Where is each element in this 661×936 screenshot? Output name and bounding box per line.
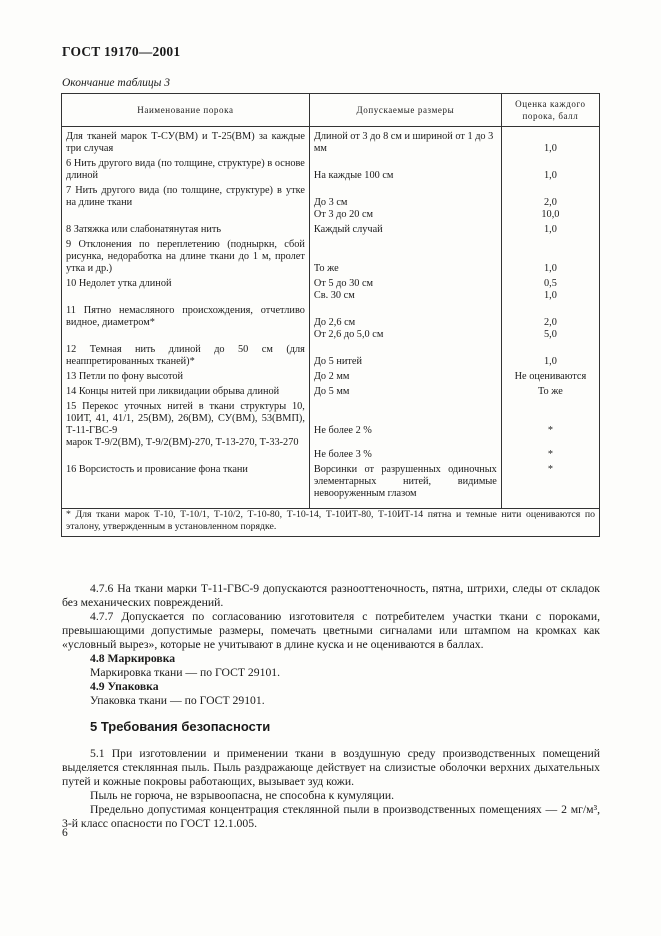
- allowed-size: [309, 371, 501, 386]
- defect-name-line: 13 Петли по фону высотой: [66, 371, 184, 382]
- column-header-defect: Наименование порока: [62, 94, 310, 127]
- table-row: [62, 158, 600, 185]
- heading-4-8: 4.8 Маркировка: [90, 652, 176, 665]
- table-footnote: * Для ткани марок Т-10, Т-10/1, Т-10/2, Т-10-80, Т-10-14, Т-10ИТ-80, Т-10ИТ-14 пятна и темные нити оцениваются по эталону, утвержденным в установленном порядке.: [62, 509, 600, 537]
- paragraph-dust-concentration: Предельно допустимая концентрация стеклянной пыли в производственных помещениях — 2 мг/м³, 3-й класс опасности по ГОСТ 12.1.005.: [62, 803, 600, 830]
- defect-name: [62, 386, 310, 401]
- defect-name: [62, 185, 310, 224]
- page-number: 6: [62, 827, 68, 839]
- allowed-size: [309, 158, 501, 185]
- defect-name: [62, 224, 310, 239]
- defect-score: [501, 158, 599, 185]
- table-row: [62, 344, 600, 371]
- table-row: [62, 127, 600, 159]
- heading-4-9: 4.9 Упаковка: [90, 680, 159, 693]
- defect-name-line: 9 Отклонения по переплетению (подныркн, сбой рисунка, недоработка на длине ткани до 1 м, пролет утка и др.): [66, 239, 305, 274]
- allowed-size: [309, 344, 501, 371]
- allowed-size-line: До 2,6 см: [313, 317, 356, 328]
- allowed-size-line: Не более 3 %: [313, 449, 372, 460]
- allowed-size-line: До 5 мм: [313, 386, 350, 397]
- document-header: ГОСТ 19170—2001: [62, 44, 181, 59]
- allowed-size: [309, 239, 501, 278]
- allowed-size: [309, 185, 501, 224]
- defect-name-line: 16 Ворсистость и провисание фона ткани: [66, 464, 248, 475]
- score-value: 2,0: [543, 317, 557, 328]
- allowed-size-line: То же: [313, 263, 339, 274]
- allowed-size-line: На каждые 100 см: [313, 170, 394, 181]
- section-title: 5 Требования безопасности: [90, 719, 271, 734]
- allowed-size: [309, 305, 501, 344]
- allowed-size: [309, 401, 501, 464]
- defect-name: [62, 278, 310, 305]
- defect-name-line: марок Т-9/2(ВМ), Т-9/2(ВМ)-270, Т-13-270, Т-33-270: [66, 437, 299, 448]
- defect-score: [501, 239, 599, 278]
- score-value: 0,5: [543, 278, 557, 289]
- defect-score: [501, 127, 599, 159]
- table-row: [62, 305, 600, 344]
- allowed-size: [309, 464, 501, 509]
- defect-score: [501, 464, 599, 509]
- allowed-size-line: От 5 до 30 см: [313, 278, 374, 289]
- score-value: То же: [538, 386, 563, 397]
- allowed-size: [309, 224, 501, 239]
- defects-table: [61, 93, 600, 537]
- paragraph-5-1: 5.1 При изготовлении и применении ткани в воздушную среду производственных помещений выделяется стеклянная пыль. Пыль раздражающе действует на слизистые оболочки верхних дыхательных путей и кожные покровы работающих, вызывает зуд кожи.: [62, 747, 600, 788]
- defect-name-line: Для тканей марок Т-СУ(ВМ) и Т-25(ВМ) за каждые три случая: [66, 131, 305, 154]
- body-text: [62, 582, 600, 831]
- table-row: [62, 464, 600, 509]
- allowed-size-line: Каждый случай: [313, 224, 383, 235]
- paragraph-dust-properties: Пыль не горюча, не взрывоопасна, не способна к кумуляции.: [90, 789, 395, 802]
- allowed-size-line: До 2 мм: [313, 371, 350, 382]
- score-value: 2,0: [543, 197, 557, 208]
- defect-name: [62, 401, 310, 464]
- table-row: [62, 386, 600, 401]
- defect-score: [501, 278, 599, 305]
- score-value: *: [547, 464, 553, 475]
- score-value: *: [547, 449, 553, 460]
- score-value: 1,0: [543, 143, 557, 154]
- defect-name-line: 12 Темная нить длиной до 50 см (для неаппретированных тканей)*: [66, 344, 305, 367]
- column-header-sizes: Допускаемые размеры: [309, 94, 501, 127]
- defect-score: [501, 386, 599, 401]
- allowed-size: [309, 127, 501, 159]
- defect-name-line: 15 Перекос уточных нитей в ткани структуры 10, 10ИТ, 41, 41/1, 25(ВМ), 26(ВМ), СУ(ВМ), 53(ВМП), Т-11-ГВС-9: [66, 401, 305, 436]
- table-caption: Окончание таблицы 3: [62, 77, 170, 89]
- defect-name-line: 8 Затяжка или слабонатянутая нить: [66, 224, 222, 235]
- defect-score: [501, 401, 599, 464]
- defect-name: [62, 239, 310, 278]
- table-row: [62, 239, 600, 278]
- defect-score: [501, 305, 599, 344]
- defect-name: [62, 464, 310, 509]
- score-value: 1,0: [543, 263, 557, 274]
- table-row: [62, 401, 600, 464]
- defect-score: [501, 224, 599, 239]
- allowed-size-line: Св. 30 см: [313, 290, 355, 301]
- allowed-size-line: Ворсинки от разрушенных одиночных элементарных нитей, видимые невооруженным глазом: [313, 464, 497, 499]
- table-row: [62, 185, 600, 224]
- allowed-size-line: Длиной от 3 до 8 см и шириной от 1 до 3 мм: [313, 131, 494, 154]
- score-value: *: [547, 425, 553, 436]
- paragraph-4-8: Маркировка ткани — по ГОСТ 29101.: [90, 666, 281, 679]
- table-row: [62, 371, 600, 386]
- table-row: [62, 278, 600, 305]
- defect-name: [62, 344, 310, 371]
- paragraph-4-7-7: 4.7.7 Допускается по согласованию изготовителя с потребителем участки ткани с пороками, превышающими допустимые размеры, помечать цветными сигналами или штампом на кромках как «условный вырез», которые не учитывают в длине куска и не оцениваются в баллах.: [62, 610, 600, 651]
- table-header-row: [62, 94, 600, 127]
- paragraph-4-7-6: 4.7.6 На ткани марки Т-11-ГВС-9 допускаются разнооттеночность, пятна, штрихи, следы от складок без механических повреждений.: [62, 582, 600, 609]
- allowed-size-line: До 5 нитей: [313, 356, 362, 367]
- defect-name-line: 6 Нить другого вида (по толщине, структуре) в основе длиной: [66, 158, 305, 181]
- defect-name-line: 10 Недолет утка длиной: [66, 278, 172, 289]
- allowed-size-line: Не более 2 %: [313, 425, 372, 436]
- score-value: Не оцениваются: [514, 371, 587, 382]
- defect-name: [62, 158, 310, 185]
- defect-name: [62, 371, 310, 386]
- table-row: [62, 224, 600, 239]
- defect-name: [62, 305, 310, 344]
- defect-name: [62, 127, 310, 159]
- score-value: 5,0: [543, 329, 557, 340]
- defect-score: [501, 185, 599, 224]
- score-value: 1,0: [543, 170, 557, 181]
- defect-score: [501, 344, 599, 371]
- allowed-size-line: До 3 см: [313, 197, 348, 208]
- column-header-score: Оценка каждого порока, балл: [501, 94, 599, 127]
- defect-score: [501, 371, 599, 386]
- allowed-size: [309, 386, 501, 401]
- allowed-size: [309, 278, 501, 305]
- score-value: 1,0: [543, 224, 557, 235]
- score-value: 1,0: [543, 290, 557, 301]
- allowed-size-line: От 2,6 до 5,0 см: [313, 329, 384, 340]
- paragraph-4-9: Упаковка ткани — по ГОСТ 29101.: [90, 694, 265, 707]
- defect-name-line: 11 Пятно немасляного происхождения, отчетливо видное, диаметром*: [66, 305, 305, 328]
- table-footnote-row: [62, 509, 600, 537]
- score-value: 10,0: [541, 209, 560, 220]
- score-value: 1,0: [543, 356, 557, 367]
- allowed-size-line: От 3 до 20 см: [313, 209, 374, 220]
- defect-name-line: 7 Нить другого вида (по толщине, структуре) в утке на длине ткани: [66, 185, 305, 208]
- defect-name-line: 14 Концы нитей при ликвидации обрыва длиной: [66, 386, 280, 397]
